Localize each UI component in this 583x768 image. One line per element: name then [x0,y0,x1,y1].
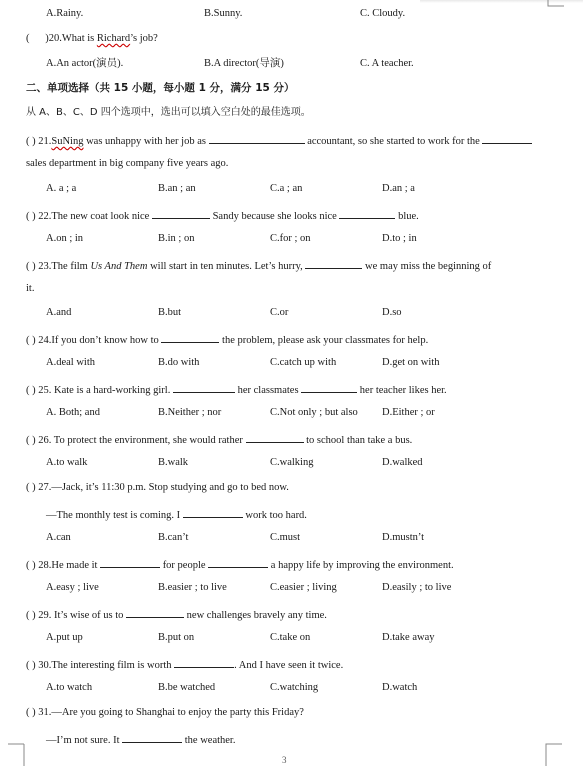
q19-option: C. Cloudy. [360,8,406,19]
question-26-option: D.walked [382,457,423,468]
question-25-option: B.Neither ; nor [158,407,222,418]
question-21-stem: ( ) 21.SuNing was unhappy with her job as accountant, so she started to work for the [26,132,532,149]
q20-option: B.A director(导演) [204,58,284,69]
crop-mark-bottom-left [0,742,30,768]
question-30-option: C.watching [270,682,319,693]
question-25-option: A. Both; and [46,407,100,418]
question-29-option: A.put up [46,632,83,643]
answer-blank[interactable] [208,556,268,568]
question-30-option: B.be watched [158,682,216,693]
question-24-option: A.deal with [46,357,95,368]
q20-stem: ( )20.What is Richard’s job? [26,33,158,44]
question-27-option: B.can’t [158,532,189,543]
q19-option: A.Rainy. [46,8,84,19]
crop-mark-bottom-right [540,742,570,768]
answer-blank[interactable] [174,656,234,668]
question-28-stem: ( ) 28.He made it for people a happy life by improving the environment. [26,556,454,573]
answer-blank[interactable] [173,381,235,393]
answer-blank[interactable] [482,132,532,144]
question-29-option: B.put on [158,632,195,643]
question-21-continuation: sales department in big company five years ago. [26,158,229,169]
question-30-stem: ( ) 30.The interesting film is worth . And I have seen it twice. [26,656,343,673]
answer-blank[interactable] [100,556,160,568]
answer-blank[interactable] [305,257,362,269]
question-29-option: D.take away [382,632,435,643]
question-25-option: C.Not only ; but also [270,407,358,418]
answer-blank[interactable] [161,331,219,343]
question-27-option: C.must [270,532,301,543]
question-23-option: A.and [46,307,72,318]
question-22-option: B.in ; on [158,233,195,244]
answer-blank[interactable] [339,207,395,219]
question-29-stem: ( ) 29. It’s wise of us to new challenges bravely any time. [26,606,327,623]
q19-option: B.Sunny. [204,8,243,19]
answer-blank[interactable] [122,731,182,743]
question-26-option: A.to walk [46,457,88,468]
question-21-option: C.a ; an [270,183,303,194]
question-29-option: C.take on [270,632,311,643]
q20-option: C. A teacher. [360,58,414,69]
question-23-option: D.so [382,307,402,318]
question-30-option: A.to watch [46,682,93,693]
question-21-option: D.an ; a [382,183,415,194]
question-28-option: D.easily ; to live [382,582,452,593]
name-spellcheck: SuNing [51,136,84,147]
question-28-option: C.easier ; living [270,582,337,593]
question-21-option: B.an ; an [158,183,196,194]
question-22-option: D.to ; in [382,233,417,244]
question-24-option: C.catch up with [270,357,337,368]
question-26-stem: ( ) 26. To protect the environment, she would rather to school than take a bus. [26,431,412,448]
crop-mark-top-right [542,0,572,12]
question-31-stem: ( ) 31.—Are you going to Shanghai to enjoy the party this Friday? [26,707,304,718]
question-25-stem: ( ) 25. Kate is a hard-working girl. her classmates her teacher likes her. [26,381,447,398]
answer-blank[interactable] [301,381,357,393]
question-23-continuation: it. [26,283,35,294]
question-27-option: A.can [46,532,71,543]
q20-option: A.An actor(演员). [46,58,124,69]
question-30-option: D.watch [382,682,418,693]
answer-blank[interactable] [246,431,304,443]
question-24-stem: ( ) 24.If you don’t know how to the problem, please ask your classmates for help. [26,331,428,348]
question-22-option: A.on ; in [46,233,84,244]
question-26-option: B.walk [158,457,189,468]
question-27-stem: ( ) 27.—Jack, it’s 11:30 p.m. Stop studying and go to bed now. [26,482,289,493]
question-24-option: D.get on with [382,357,440,368]
question-27-option: D.mustn’t [382,532,425,543]
section-instruction: 从 A、B、C、D 四个选项中，选出可以填入空白处的最佳选项。 [26,107,311,118]
answer-blank[interactable] [183,506,243,518]
question-21-option: A. a ; a [46,183,77,194]
question-31-continuation: —I’m not sure. It the weather. [46,731,235,748]
answer-blank[interactable] [209,132,305,144]
answer-blank[interactable] [126,606,184,618]
question-26-option: C.walking [270,457,314,468]
question-22-option: C.for ; on [270,233,311,244]
question-23-option: B.but [158,307,182,318]
question-25-option: D.Either ; or [382,407,435,418]
question-23-stem: ( ) 23.The film Us And Them will start in ten minutes. Let’s hurry, we may miss the beginning of [26,257,491,274]
page-number: 3 [282,755,287,765]
question-23-option: C.or [270,307,289,318]
section-title: 二、单项选择（共 15 小题，每小题 1 分，满分 15 分） [26,82,295,94]
question-28-option: A.easy ; live [46,582,99,593]
question-27-continuation: —The monthly test is coming. I work too hard. [46,506,307,523]
question-22-stem: ( ) 22.The new coat look nice Sandy because she looks nice blue. [26,207,419,224]
question-28-option: B.easier ; to live [158,582,227,593]
film-title: Us And Them [90,261,148,272]
question-24-option: B.do with [158,357,200,368]
answer-blank[interactable] [152,207,210,219]
